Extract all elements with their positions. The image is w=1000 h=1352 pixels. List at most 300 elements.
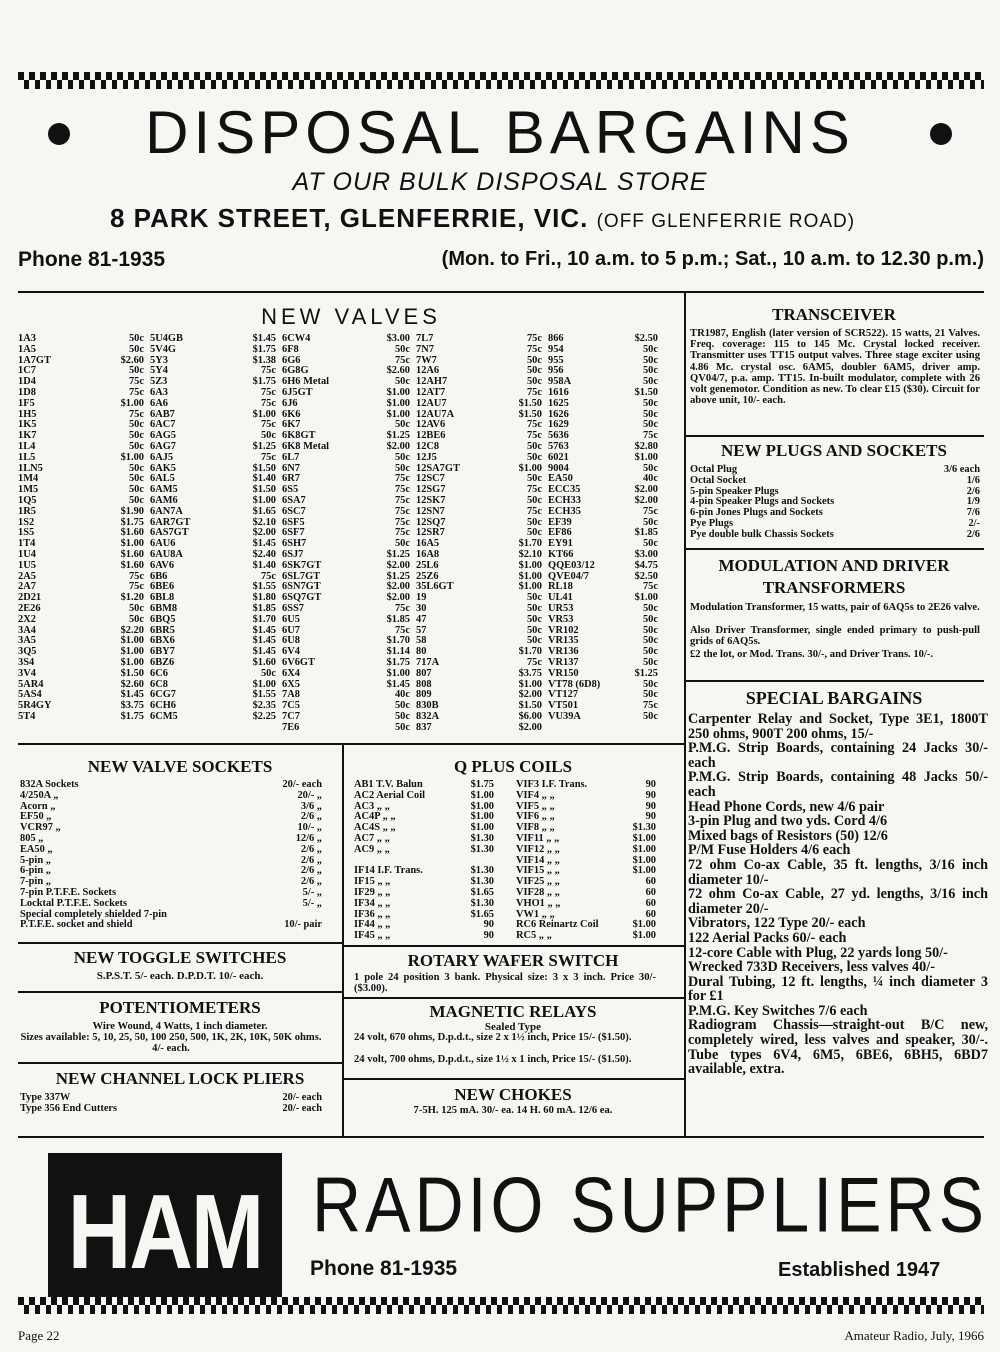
coil-item-label: VW1 „ „	[516, 908, 555, 920]
leader-dots	[470, 356, 527, 367]
leader-gap	[552, 931, 633, 942]
valve-type: QVE04/7	[548, 571, 589, 582]
leader-gap	[396, 823, 471, 834]
coil-item-price: $1.30	[470, 876, 494, 888]
valve-type: 12SC7	[416, 474, 445, 485]
leader-dots	[204, 550, 253, 561]
valve-type: 7C7	[282, 711, 300, 722]
valve-type: 12C8	[416, 441, 440, 452]
leader-dots	[336, 366, 387, 377]
modulation-heading: MODULATION AND DRIVER	[718, 556, 950, 575]
valve-row	[416, 442, 542, 453]
valve-type: EA50	[548, 474, 573, 485]
leader-dots	[470, 626, 527, 637]
valve-type: 5R4GY	[18, 701, 52, 712]
valve-row	[18, 399, 144, 410]
valve-type: 2X2	[18, 614, 36, 625]
valve-row	[282, 712, 410, 723]
coil-item-price: 60	[645, 886, 656, 898]
leader-gap	[555, 802, 646, 813]
valve-row	[282, 453, 410, 464]
leader-dots	[204, 712, 253, 723]
sockets-heading: NEW VALVE SOCKETS	[87, 757, 273, 776]
leader-dots	[602, 701, 643, 712]
valve-price: 50c	[642, 376, 658, 388]
valve-price: $1.85	[634, 527, 658, 539]
valve-type: 12AU7A	[416, 409, 455, 420]
valve-row	[548, 496, 658, 507]
leader-gap	[834, 497, 967, 508]
coil-item-label: AC2 Aerial Coil	[354, 789, 425, 801]
valve-row	[548, 636, 658, 647]
pliers-item	[20, 1104, 322, 1115]
valve-type: 7N7	[416, 344, 434, 355]
valve-row	[548, 690, 658, 701]
valve-price: 50c	[642, 516, 658, 528]
valve-row	[416, 485, 542, 496]
valve-price: 50c	[526, 354, 542, 366]
leader-gap	[599, 920, 633, 931]
valve-price: $1.00	[386, 408, 410, 420]
valve-price: $1.00	[518, 678, 542, 690]
leader-dots	[204, 658, 253, 669]
valve-type: 1D4	[18, 377, 36, 388]
valve-row	[548, 388, 658, 399]
leader-dots	[72, 518, 121, 529]
ham-logo-text: HAM	[67, 1172, 263, 1291]
leader-dots	[204, 399, 261, 410]
valve-type: VT127	[548, 690, 579, 701]
valve-price: $1.45	[252, 635, 276, 647]
valve-price: 50c	[642, 613, 658, 625]
leader-gap	[390, 920, 483, 931]
valve-type: 57	[416, 625, 427, 636]
valve-type: VR137	[548, 657, 579, 668]
valve-row	[282, 345, 410, 356]
leader-dots	[336, 701, 395, 712]
valves-column	[416, 334, 542, 733]
valve-type: 954	[548, 344, 564, 355]
valve-price: 75c	[128, 386, 144, 398]
valve-row	[416, 582, 542, 593]
pots-heading: POTENTIOMETERS	[99, 998, 261, 1017]
socket-item-label: Special completely shielded 7-pin	[20, 908, 167, 920]
valve-type: 5Y4	[150, 366, 168, 377]
valve-price: $1.00	[518, 581, 542, 593]
valve-row	[150, 658, 276, 669]
leader-dots	[336, 723, 395, 734]
relays-line-2: 24 volt, 700 ohms, D.p.d.t., size 1½ x 1 inch, Price 15/- ($1.50).	[354, 1054, 632, 1065]
leader-dots	[72, 420, 129, 431]
special-item: Wrecked 733D Receivers, less valves 40/-	[688, 959, 935, 976]
plug-item	[690, 476, 980, 487]
valve-price: $1.75	[120, 710, 144, 722]
valve-price: 50c	[642, 354, 658, 366]
valve-price: 50c	[128, 494, 144, 506]
leader-dots	[72, 485, 129, 496]
valve-price: $1.40	[252, 559, 276, 571]
valve-price: $1.90	[120, 505, 144, 517]
leader-gap	[79, 780, 283, 791]
valve-type: 866	[548, 334, 564, 344]
leader-dots	[470, 701, 519, 712]
socket-item-label: 7-pin „	[20, 876, 51, 888]
valve-price: 50c	[642, 710, 658, 722]
leader-dots	[204, 345, 253, 356]
plug-item-label: Pye double bulk Chassis Sockets	[690, 528, 834, 540]
leader-dots	[336, 345, 395, 356]
valve-type: 6AJ5	[150, 452, 174, 463]
valve-price: $2.35	[252, 700, 276, 712]
leader-gap	[423, 780, 471, 791]
coil-item-price: 60	[645, 908, 656, 920]
valve-type: UL41	[548, 593, 573, 604]
valve-type: 1F5	[18, 398, 35, 409]
valve-type: 6K8 Metal	[282, 441, 330, 452]
valve-type: 1616	[548, 387, 569, 398]
coil-item-price: $1.00	[470, 789, 494, 801]
coil-item-price: 60	[645, 876, 656, 888]
pliers-item-label: Type 337W	[20, 1092, 71, 1103]
valve-type: 6SF5	[282, 517, 305, 528]
address-note: (OFF GLENFERRIE ROAD)	[596, 211, 856, 232]
coil-item	[516, 791, 656, 802]
valve-price: $1.45	[252, 538, 276, 550]
divider-top	[18, 291, 984, 293]
leader-gap	[116, 888, 303, 899]
coil-item	[516, 899, 656, 910]
valve-price: 75c	[394, 354, 410, 366]
valve-type: 6CW4	[282, 334, 311, 344]
valve-price: 50c	[394, 721, 410, 733]
coil-item-price: $1.30	[470, 832, 494, 844]
leader-gap	[390, 845, 471, 856]
valve-row	[548, 712, 658, 723]
leader-dots	[602, 496, 635, 507]
valve-type: 6A6	[150, 398, 168, 409]
socket-item	[20, 834, 322, 845]
leader-dots	[204, 507, 253, 518]
valve-type: 1625	[548, 398, 569, 409]
valve-price: 50c	[128, 419, 144, 431]
leader-dots	[336, 453, 395, 464]
leader-dots	[602, 345, 643, 356]
valve-row	[18, 572, 144, 583]
leader-dots	[204, 539, 253, 550]
valve-price: 40c	[394, 689, 410, 701]
leader-dots	[602, 399, 643, 410]
special-item: 122 Aerial Packs 60/- each	[688, 929, 847, 946]
valve-row	[18, 366, 144, 377]
toggle-body: S.P.S.T. 5/- each. D.P.D.T. 10/- each.	[96, 970, 264, 982]
valve-price: 50c	[642, 397, 658, 409]
valve-price: $1.45	[252, 624, 276, 636]
leader-dots	[602, 410, 643, 421]
valve-price: $1.75	[252, 376, 276, 388]
valve-price: $3.00	[386, 333, 410, 344]
chokes-body: 7-5H. 125 mA. 30/- ea. 14 H. 60 mA. 12/6 ea.	[413, 1105, 613, 1116]
valve-type: 6BQ5	[150, 614, 176, 625]
valve-type: 808	[416, 679, 432, 690]
valve-type: 7C5	[282, 701, 300, 712]
valve-price: $1.65	[252, 505, 276, 517]
valve-type: ECC35	[548, 485, 581, 496]
valve-type: 6V6GT	[282, 657, 315, 668]
leader-dots	[336, 410, 387, 421]
valve-row	[416, 561, 542, 572]
leader-dots	[336, 636, 387, 647]
valve-row	[416, 647, 542, 658]
leader-dots	[72, 507, 121, 518]
valve-price: 75c	[394, 505, 410, 517]
valve-type: 2A5	[18, 571, 36, 582]
valve-row	[282, 442, 410, 453]
valve-type: 12A6	[416, 366, 440, 377]
leader-dots	[624, 572, 635, 583]
leader-dots	[204, 485, 253, 496]
valve-row	[282, 518, 410, 529]
leader-gap	[51, 856, 301, 867]
valve-row	[18, 615, 144, 626]
valve-price: 50c	[642, 678, 658, 690]
modulation-body-2: Also Driver Transformer, single ended primary to push-pull grids of 6AQ5s.	[690, 625, 980, 648]
special-item: 3-pin Plug and two yds. Cord 4/6	[688, 813, 888, 830]
valve-type: 6V4	[282, 647, 300, 658]
valve-type: 6AG5	[150, 431, 176, 442]
address-street: 8 PARK STREET, GLENFERRIE, VIC.	[110, 203, 589, 233]
leader-dots	[470, 593, 527, 604]
divider-vertical-right	[684, 291, 686, 1136]
valve-price: $3.00	[634, 548, 658, 560]
divider-sockets	[18, 942, 342, 944]
leader-dots	[72, 647, 121, 658]
valve-price: $1.50	[252, 462, 276, 474]
coil-item-price: $1.00	[632, 854, 656, 866]
leader-dots	[470, 712, 519, 723]
valve-type: 1U4	[18, 549, 36, 560]
valve-type: 6X5	[282, 679, 300, 690]
valve-row	[416, 593, 542, 604]
valve-type: 1M4	[18, 474, 39, 485]
valve-type: 1A5	[18, 344, 36, 355]
leader-dots	[72, 399, 121, 410]
valve-price: $1.00	[634, 592, 658, 604]
leader-dots	[470, 647, 519, 658]
special-item: P/M Fuse Holders 4/6 each	[688, 842, 851, 859]
socket-item-price: 20/- „	[297, 789, 322, 801]
valve-type: 16A5	[416, 539, 440, 550]
valve-row	[150, 377, 276, 388]
leader-dots	[470, 561, 519, 572]
valve-type: 25Z6	[416, 571, 439, 582]
valve-row	[416, 615, 542, 626]
valve-row	[282, 701, 410, 712]
socket-item-price: 2/6 „	[300, 865, 322, 877]
leader-dots	[602, 636, 643, 647]
valve-type: VR53	[548, 614, 574, 625]
coil-item-label: VIF11 „ „	[516, 832, 560, 844]
leader-dots	[72, 410, 129, 421]
valve-price: 50c	[526, 365, 542, 377]
valve-price: $1.70	[252, 613, 276, 625]
valve-price: 50c	[526, 376, 542, 388]
valve-price: $1.00	[120, 451, 144, 463]
valve-price: $4.75	[634, 559, 658, 571]
special-item: P.M.G. Key Switches 7/6 each	[688, 1002, 868, 1019]
coil-item-price: $1.30	[470, 865, 494, 877]
sockets-list	[20, 780, 322, 931]
bottom-border-2	[18, 1305, 984, 1314]
socket-item-label: 6-pin „	[20, 865, 51, 877]
leader-dots	[204, 680, 253, 691]
valve-price: $1.00	[120, 646, 144, 658]
valve-price: 75c	[526, 484, 542, 496]
leader-dots	[336, 431, 387, 442]
plug-item-price: 2/-	[968, 517, 980, 529]
valve-price: $2.00	[386, 440, 410, 452]
valve-row	[18, 507, 144, 518]
leader-dots	[204, 410, 253, 421]
leader-dots	[204, 420, 261, 431]
leader-dots	[72, 474, 129, 485]
valve-price: $2.00	[386, 581, 410, 593]
valve-price: 75c	[260, 365, 276, 377]
valve-row	[150, 561, 276, 572]
socket-item	[20, 920, 322, 931]
valve-price: $1.80	[252, 592, 276, 604]
valve-type: 717A	[416, 657, 440, 668]
plug-item-price: 1/6	[966, 474, 980, 486]
valve-row	[18, 356, 144, 367]
valve-row	[282, 496, 410, 507]
special-heading: SPECIAL BARGAINS	[745, 688, 923, 708]
valve-row	[282, 690, 410, 701]
valve-row	[548, 345, 658, 356]
valve-row	[282, 669, 410, 680]
socket-item-label: 4/250A „	[20, 789, 59, 801]
coil-item-label: AC7 „ „	[354, 832, 390, 844]
valve-row	[150, 507, 276, 518]
valve-price: 75c	[642, 430, 658, 442]
leader-dots	[72, 356, 121, 367]
socket-item-price: 2/6 „	[300, 811, 322, 823]
valve-type: 837	[416, 722, 432, 733]
valve-price: $2.50	[634, 570, 658, 582]
valve-row	[282, 485, 410, 496]
valve-row	[282, 334, 410, 345]
socket-item-label: Acorn „	[20, 800, 56, 812]
plug-item-label: 6-pin Jones Plugs and Sockets	[690, 507, 823, 519]
valve-type: 6BZ6	[150, 657, 175, 668]
valve-price: 50c	[526, 516, 542, 528]
leader-gap	[560, 888, 646, 899]
valve-price: 50c	[642, 408, 658, 420]
leader-dots	[336, 334, 387, 345]
leader-gap	[133, 920, 285, 931]
leader-dots	[470, 442, 527, 453]
leader-dots	[602, 528, 635, 539]
valve-row	[548, 572, 658, 583]
coil-item-label: AB1 T.V. Balun	[354, 779, 423, 790]
valve-type: 2E26	[18, 603, 41, 614]
leader-dots	[204, 474, 253, 485]
valve-price: $2.00	[386, 559, 410, 571]
plug-item-label: Octal Plug	[690, 464, 738, 475]
valve-price: $1.00	[518, 570, 542, 582]
valve-price: 50c	[394, 538, 410, 550]
leader-dots	[336, 561, 387, 572]
valve-type: 807	[416, 668, 432, 679]
plug-item-label: Pye Plugs	[690, 517, 734, 529]
valve-price: $1.20	[120, 592, 144, 604]
valve-price: $1.00	[386, 397, 410, 409]
leader-dots	[602, 593, 635, 604]
valve-type: ECH35	[548, 506, 581, 517]
valve-row	[150, 356, 276, 367]
divider-relays	[342, 1078, 684, 1080]
leader-dots	[470, 550, 519, 561]
socket-item-price: 20/- each	[282, 779, 322, 790]
valve-price: 75c	[394, 602, 410, 614]
leader-dots	[72, 593, 121, 604]
valve-row	[416, 453, 542, 464]
coil-item-label: VIF12 „ „	[516, 843, 560, 855]
plug-item-label: 4-pin Speaker Plugs and Sockets	[690, 496, 835, 508]
socket-item-price: 5/- „	[302, 886, 322, 898]
valve-row	[18, 453, 144, 464]
page-number: Page 22	[18, 1328, 60, 1343]
valve-type: 6SA7	[282, 495, 306, 506]
valve-price: $1.45	[386, 678, 410, 690]
valve-row	[282, 561, 410, 572]
leader-dots	[336, 690, 395, 701]
valve-price: 75c	[128, 408, 144, 420]
leader-dots	[470, 496, 527, 507]
valve-type: 6SH7	[282, 539, 307, 550]
valve-row	[150, 669, 276, 680]
leader-gap	[390, 931, 483, 942]
valve-type: 12SG7	[416, 485, 446, 496]
valve-type: 6SN7GT	[282, 582, 321, 593]
leader-gap	[127, 899, 303, 910]
valve-row	[548, 647, 658, 658]
leader-dots	[470, 474, 527, 485]
coil-item-price: 90	[483, 919, 494, 931]
valve-price: 50c	[394, 700, 410, 712]
valve-price: 50c	[526, 440, 542, 452]
valve-type: 6SS7	[282, 603, 304, 614]
valve-type: 6SK7GT	[282, 560, 322, 571]
coil-item-price: $1.00	[632, 930, 656, 942]
coil-item-label: IF29 „ „	[354, 886, 391, 898]
leader-dots	[470, 345, 527, 356]
coil-item-price: $1.00	[470, 800, 494, 812]
valve-price: 50c	[642, 602, 658, 614]
valve-row	[282, 366, 410, 377]
valve-price: 75c	[128, 376, 144, 388]
coil-item	[516, 931, 656, 942]
valve-price: 50c	[526, 624, 542, 636]
leader-gap	[390, 910, 470, 921]
valve-price: 50c	[642, 689, 658, 701]
plug-item-price: 2/6	[966, 528, 980, 540]
valve-price: 50c	[642, 635, 658, 647]
coil-item-price: $1.65	[470, 908, 494, 920]
valve-price: 75c	[642, 505, 658, 517]
coil-item-label: VIF5 „ „	[516, 800, 555, 812]
brand-phone: Phone 81-1935	[310, 1257, 458, 1280]
leader-dots	[336, 518, 395, 529]
